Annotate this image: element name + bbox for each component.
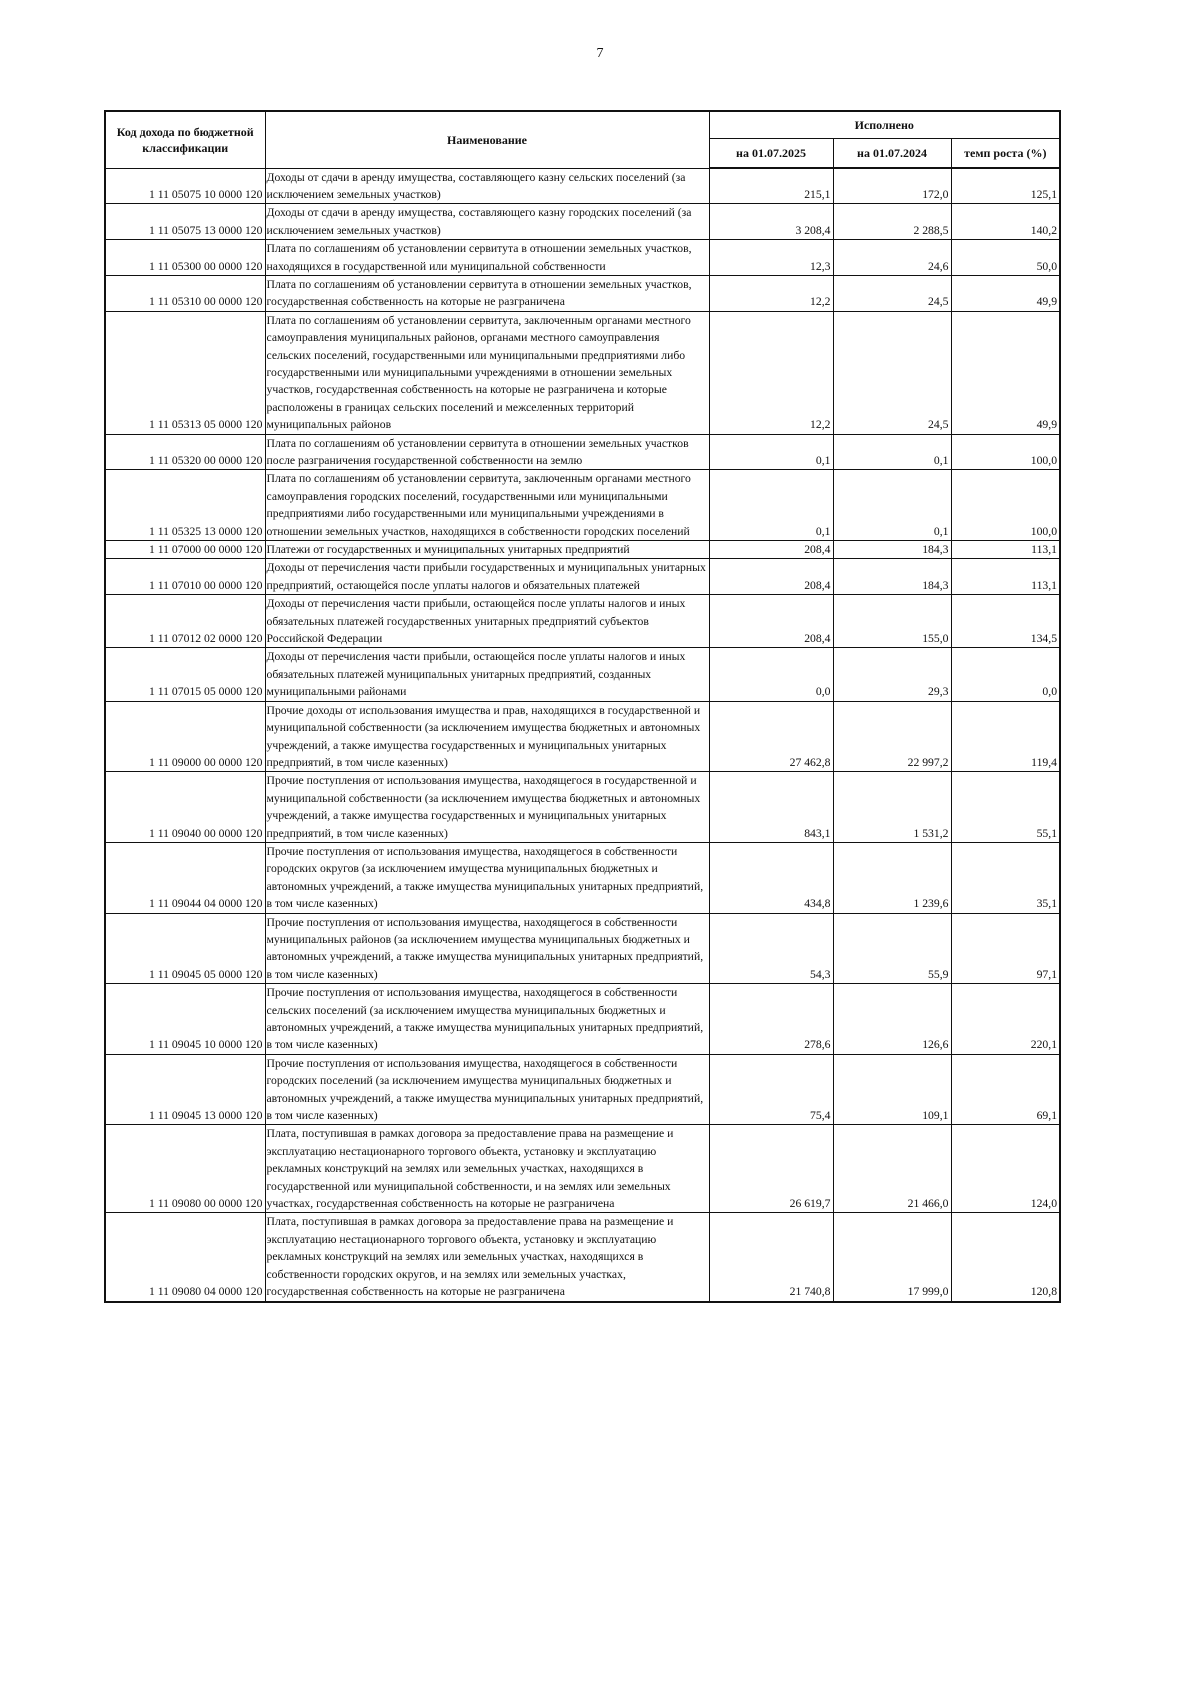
row-name: Плата, поступившая в рамках договора за предоставление права на размещение и эксплуатацию нестационарного торгового объекта, установку и эксплуатацию рекламных конструкций на землях или земельных участках, находящихся в собственности городских округов, и на землях или земельных участках, государственная собственность на которые не разграничена: [265, 1213, 709, 1302]
row-value-2024: 55,9: [833, 913, 951, 984]
row-name: Прочие поступления от использования имущества, находящегося в государственной и муниципальной собственности (за исключением имущества бюджетных и автономных учреждений, а также имущества государственных и муниципальных унитарных предприятий, в том числе казенных): [265, 772, 709, 843]
row-code: 1 11 07000 00 0000 120: [105, 541, 265, 559]
row-value-2024: 1 531,2: [833, 772, 951, 843]
row-value-2024: 21 466,0: [833, 1125, 951, 1213]
row-value-2024: 24,5: [833, 311, 951, 434]
table-row: [105, 559, 1060, 595]
row-name: Прочие поступления от использования имущества, находящегося в собственности муниципальных районов (за исключением имущества муниципальных бюджетных и автономных учреждений, а также имущества муниципальных унитарных предприятий, в том числе казенных): [265, 913, 709, 984]
row-value-2024: 24,6: [833, 240, 951, 276]
row-name: Доходы от сдачи в аренду имущества, составляющего казну сельских поселений (за исключением земельных участков): [265, 168, 709, 204]
table-row: [105, 913, 1060, 984]
table-row: [105, 701, 1060, 772]
row-value-2025: 215,1: [709, 168, 833, 204]
row-value-2025: 0,0: [709, 648, 833, 701]
row-name: Плата по соглашениям об установлении сервитута в отношении земельных участков, государственная собственность на которые не разграничена: [265, 275, 709, 311]
row-value-2024: 29,3: [833, 648, 951, 701]
row-name: Доходы от перечисления части прибыли, остающейся после уплаты налогов и иных обязательных платежей муниципальных унитарных предприятий, созданных муниципальными районами: [265, 648, 709, 701]
row-growth: 100,0: [951, 434, 1060, 470]
row-growth: 120,8: [951, 1213, 1060, 1302]
table-row: [105, 434, 1060, 470]
row-value-2024: 172,0: [833, 168, 951, 204]
row-name: Прочие поступления от использования имущества, находящегося в собственности городских поселений (за исключением имущества муниципальных бюджетных и автономных учреждений, а также имущества муниципальных унитарных предприятий, в том числе казенных): [265, 1054, 709, 1125]
row-code: 1 11 09045 10 0000 120: [105, 984, 265, 1055]
row-name: Доходы от перечисления части прибыли государственных и муниципальных унитарных предприятий, остающейся после уплаты налогов и обязательных платежей: [265, 559, 709, 595]
row-code: 1 11 05300 00 0000 120: [105, 240, 265, 276]
row-name: Прочие доходы от использования имущества и прав, находящихся в государственной и муниципальной собственности (за исключением имущества бюджетных и автономных учреждений, а также имущества государственных и муниципальных унитарных предприятий, в том числе казенных): [265, 701, 709, 772]
row-growth: 35,1: [951, 842, 1060, 913]
row-value-2025: 434,8: [709, 842, 833, 913]
header-2025: на 01.07.2025: [709, 139, 833, 169]
table-row: [105, 842, 1060, 913]
row-code: 1 11 05075 13 0000 120: [105, 204, 265, 240]
row-value-2025: 12,3: [709, 240, 833, 276]
row-code: 1 11 07012 02 0000 120: [105, 595, 265, 648]
row-value-2024: 109,1: [833, 1054, 951, 1125]
row-value-2024: 22 997,2: [833, 701, 951, 772]
row-name: Платежи от государственных и муниципальных унитарных предприятий: [265, 541, 709, 559]
row-value-2025: 208,4: [709, 595, 833, 648]
row-code: 1 11 09045 13 0000 120: [105, 1054, 265, 1125]
row-value-2024: 1 239,6: [833, 842, 951, 913]
row-growth: 134,5: [951, 595, 1060, 648]
row-code: 1 11 09044 04 0000 120: [105, 842, 265, 913]
row-value-2024: 2 288,5: [833, 204, 951, 240]
row-name: Доходы от сдачи в аренду имущества, составляющего казну городских поселений (за исключением земельных участков): [265, 204, 709, 240]
row-growth: 55,1: [951, 772, 1060, 843]
table-row: [105, 275, 1060, 311]
row-value-2024: 24,5: [833, 275, 951, 311]
row-code: 1 11 09040 00 0000 120: [105, 772, 265, 843]
row-name: Плата по соглашениям об установлении сервитута в отношении земельных участков, находящихся в государственной или муниципальной собственности: [265, 240, 709, 276]
row-value-2025: 12,2: [709, 275, 833, 311]
table-row: [105, 311, 1060, 434]
table-header: [105, 111, 1060, 168]
row-value-2025: 208,4: [709, 559, 833, 595]
page-number: 7: [596, 46, 604, 61]
row-code: 1 11 09045 05 0000 120: [105, 913, 265, 984]
header-2024: на 01.07.2024: [833, 139, 951, 169]
row-growth: 49,9: [951, 275, 1060, 311]
row-value-2025: 208,4: [709, 541, 833, 559]
row-name: Плата по соглашениям об установлении сервитута, заключенным органами местного самоуправления муниципальных районов, органами местного самоуправления сельских поселений, государственными или муниципальными предприятиями либо государственными или муниципальными учреждениями в отношении земельных участков, государственная собственность на которые не разграничена и которые расположены в границах сельских поселений и межселенных территорий муниципальных районов: [265, 311, 709, 434]
row-code: 1 11 07010 00 0000 120: [105, 559, 265, 595]
row-value-2025: 0,1: [709, 434, 833, 470]
row-value-2025: 0,1: [709, 470, 833, 541]
table-body: [105, 168, 1060, 1302]
table-row: [105, 1125, 1060, 1213]
row-value-2025: 75,4: [709, 1054, 833, 1125]
table-row: [105, 1213, 1060, 1302]
row-growth: 124,0: [951, 1125, 1060, 1213]
row-growth: 97,1: [951, 913, 1060, 984]
header-name: Наименование: [265, 111, 709, 168]
table-row: [105, 470, 1060, 541]
row-value-2024: 184,3: [833, 559, 951, 595]
row-growth: 220,1: [951, 984, 1060, 1055]
table-row: [105, 648, 1060, 701]
row-value-2025: 278,6: [709, 984, 833, 1055]
row-name: Доходы от перечисления части прибыли, остающейся после уплаты налогов и иных обязательных платежей государственных унитарных предприятий субъектов Российской Федерации: [265, 595, 709, 648]
row-code: 1 11 07015 05 0000 120: [105, 648, 265, 701]
row-value-2024: 0,1: [833, 434, 951, 470]
row-code: 1 11 05310 00 0000 120: [105, 275, 265, 311]
row-code: 1 11 05075 10 0000 120: [105, 168, 265, 204]
row-growth: 100,0: [951, 470, 1060, 541]
table-row: [105, 204, 1060, 240]
table-row: [105, 1054, 1060, 1125]
row-value-2025: 12,2: [709, 311, 833, 434]
row-growth: 0,0: [951, 648, 1060, 701]
header-growth: темп роста (%): [951, 139, 1060, 169]
row-growth: 113,1: [951, 559, 1060, 595]
header-executed: Исполнено: [709, 111, 1060, 139]
row-growth: 140,2: [951, 204, 1060, 240]
row-growth: 119,4: [951, 701, 1060, 772]
row-code: 1 11 05325 13 0000 120: [105, 470, 265, 541]
row-growth: 69,1: [951, 1054, 1060, 1125]
row-value-2025: 27 462,8: [709, 701, 833, 772]
row-name: Плата по соглашениям об установлении сервитута в отношении земельных участков после разграничения государственной собственности на землю: [265, 434, 709, 470]
revenue-table: [104, 110, 1061, 1303]
row-code: 1 11 09080 00 0000 120: [105, 1125, 265, 1213]
row-name: Прочие поступления от использования имущества, находящегося в собственности городских округов (за исключением имущества муниципальных бюджетных и автономных учреждений, а также имущества муниципальных унитарных предприятий, в том числе казенных): [265, 842, 709, 913]
table-row: [105, 984, 1060, 1055]
table-row: [105, 541, 1060, 559]
row-name: Плата, поступившая в рамках договора за предоставление права на размещение и эксплуатацию нестационарного торгового объекта, установку и эксплуатацию рекламных конструкций на землях или земельных участках, находящихся в государственной или муниципальной собственности, и на землях или земельных участках, государственная собственность на которые не разграничена: [265, 1125, 709, 1213]
row-value-2025: 26 619,7: [709, 1125, 833, 1213]
table-row: [105, 595, 1060, 648]
table-row: [105, 240, 1060, 276]
row-value-2025: 3 208,4: [709, 204, 833, 240]
table-row: [105, 168, 1060, 204]
table-row: [105, 772, 1060, 843]
row-value-2024: 184,3: [833, 541, 951, 559]
row-code: 1 11 09000 00 0000 120: [105, 701, 265, 772]
row-value-2024: 0,1: [833, 470, 951, 541]
row-value-2025: 843,1: [709, 772, 833, 843]
row-growth: 49,9: [951, 311, 1060, 434]
row-value-2024: 17 999,0: [833, 1213, 951, 1302]
row-code: 1 11 05313 05 0000 120: [105, 311, 265, 434]
row-code: 1 11 09080 04 0000 120: [105, 1213, 265, 1302]
row-value-2025: 21 740,8: [709, 1213, 833, 1302]
row-code: 1 11 05320 00 0000 120: [105, 434, 265, 470]
row-growth: 50,0: [951, 240, 1060, 276]
row-name: Прочие поступления от использования имущества, находящегося в собственности сельских поселений (за исключением имущества муниципальных бюджетных и автономных учреждений, а также имущества муниципальных унитарных предприятий, в том числе казенных): [265, 984, 709, 1055]
header-code: Код дохода по бюджетной классификации: [105, 111, 265, 168]
row-value-2025: 54,3: [709, 913, 833, 984]
row-value-2024: 155,0: [833, 595, 951, 648]
row-growth: 125,1: [951, 168, 1060, 204]
row-name: Плата по соглашениям об установлении сервитута, заключенным органами местного самоуправления городских поселений, государственными или муниципальными предприятиями либо государственными или муниципальными учреждениями в отношении земельных участков, находящихся в собственности городских поселений: [265, 470, 709, 541]
row-growth: 113,1: [951, 541, 1060, 559]
row-value-2024: 126,6: [833, 984, 951, 1055]
